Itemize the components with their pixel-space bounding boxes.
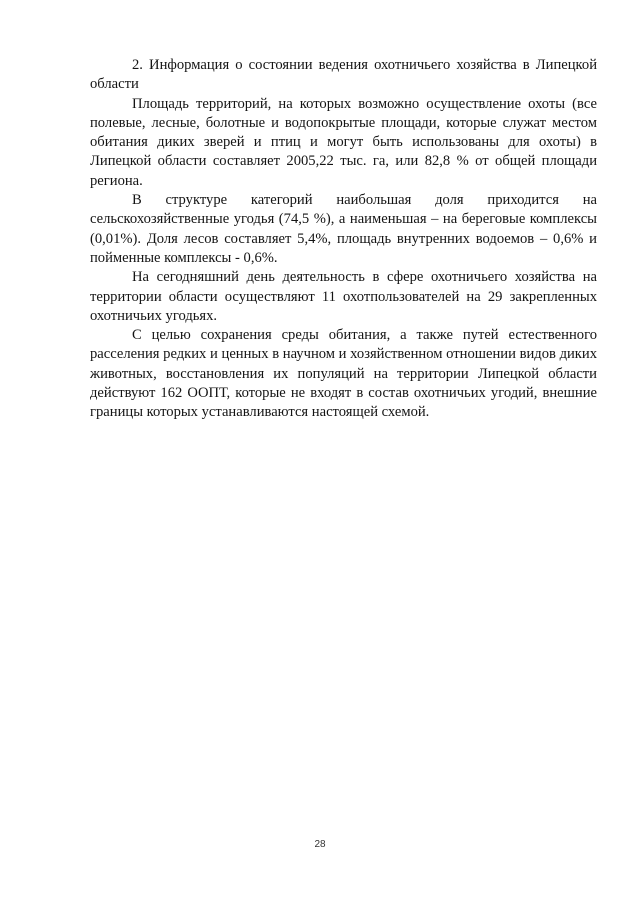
- paragraph-protected-areas: С целью сохранения среды обитания, а также путей естественного расселения редких и ценных в научном и хозяйственном отношении видов диких животных, восстановления их популяций на территории Липецкой области действуют 162 ООПТ, которые не входят в состав охотничьих угодий, внешние границы которых устанавливаются настоящей схемой.: [90, 327, 597, 421]
- paragraph-hunting-users: На сегодняшний день деятельность в сфере охотничьего хозяйства на территории области осуществляют 11 охотпользователей на 29 закрепленных охотничьих угодьях.: [90, 269, 597, 324]
- document-body: [90, 56, 597, 423]
- section-heading: 2. Информация о состоянии ведения охотничьего хозяйства в Липецкой области: [90, 57, 597, 93]
- paragraph-land-structure: В структуре категорий наибольшая доля приходится на сельскохозяйственные угодья (74,5 %), а наименьшая – на береговые комплексы (0,01%). Доля лесов составляет 5,4%, площадь внутренних водоемов – 0,6% и пойменные комплексы - 0,6%.: [90, 192, 597, 266]
- page-number: 28: [314, 839, 326, 850]
- paragraph-hunting-area: Площадь территорий, на которых возможно осуществление охоты (все полевые, лесные, болотные и водопокрытые площади, которые служат местом обитания диких зверей и птиц и могут быть использованы для охоты) в Липецкой области составляет 2005,22 тыс. га, или 82,8 % от общей площади региона.: [90, 95, 597, 189]
